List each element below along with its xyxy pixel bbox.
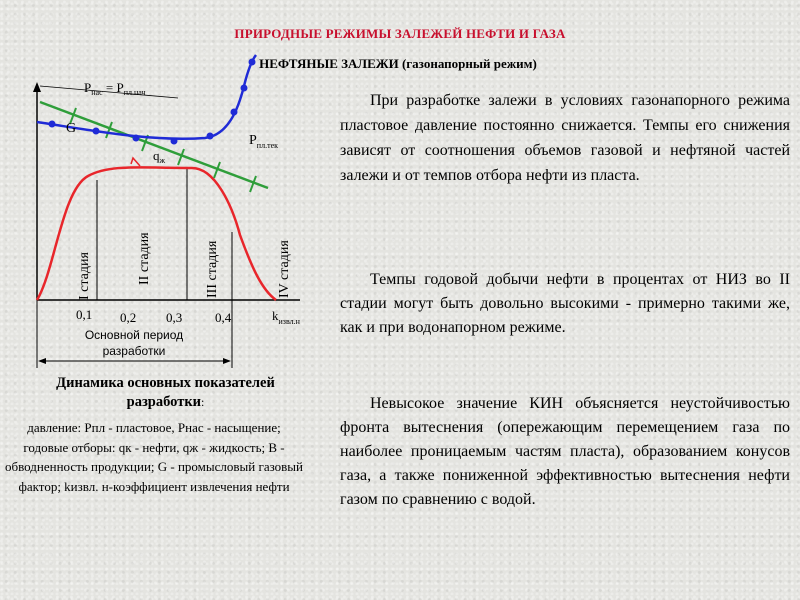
stage-2-label: II стадия bbox=[137, 232, 152, 285]
pnas-label: $Р_{нас} = Р_{пл.нач}$ bbox=[84, 80, 146, 97]
stage-4-label: IV стадия bbox=[277, 240, 292, 298]
x-tick-3: 0,3 bbox=[166, 310, 183, 325]
paragraph-3: Невысокое значение КИН объясняется неустойчивостью фронта вытеснения (опережающим перемещением газа по наиболее проницаемым частям пласта), образованием конусов газа, а также пониженной эффективностью вытеснения нефти газом по сравнению с водой. bbox=[340, 395, 790, 508]
caption-heading bbox=[28, 374, 303, 412]
x-tick-2: 0,2 bbox=[120, 310, 137, 325]
stage-1-label: I стадия bbox=[77, 252, 92, 300]
qzh-pointer bbox=[131, 158, 140, 166]
qzh-curve bbox=[37, 167, 276, 300]
subtitle-text: НЕФТЯНЫЕ ЗАЛЕЖИ (газонапорный режим) bbox=[259, 56, 537, 71]
period-arrow-left bbox=[38, 358, 46, 364]
period-label-line2: разработки bbox=[102, 344, 166, 358]
caption-body: давление: Рпл - пластовое, Рнас - насыщение; годовые отборы: qк - нефти, qж - жидкость; В - обводненность продукции; G - промысловый газовый фактор; kизвл. н-коэффициент извлечения нефти bbox=[5, 420, 303, 494]
g-label: G bbox=[66, 121, 77, 136]
paragraph-2: Темпы годовой добычи нефти в процентах от НИЗ во II стадии могут быть довольно высокими - примерно такими же, как и при водонапорном режиме. bbox=[340, 271, 790, 336]
stage-3-label: III стадия bbox=[205, 240, 220, 298]
x-tick-k: $k_{извл.н}$ bbox=[272, 308, 300, 326]
page-title: ПРИРОДНЫЕ РЕЖИМЫ ЗАЛЕЖЕЙ НЕФТИ И ГАЗА bbox=[234, 26, 566, 41]
period-arrow-right bbox=[223, 358, 231, 364]
paragraph-1: При разработке залежи в условиях газонапорного режима пластовое давление постоянно снижается. Темпы его снижения зависят от соотношения объемов газовой и нефтяной частей залежи и от темпов отбора нефти из пласта. bbox=[340, 92, 790, 184]
qzh-label: $q_ж$ bbox=[153, 148, 166, 165]
y-axis-arrow bbox=[33, 82, 41, 92]
period-label-line1: Основной период bbox=[84, 328, 184, 342]
g-line-ticks bbox=[70, 108, 256, 192]
pressure-points bbox=[49, 59, 256, 145]
x-tick-1: 0,1 bbox=[76, 307, 93, 322]
pltek-label: $Р_{пл.тек}$ bbox=[249, 133, 279, 150]
x-tick-4: 0,4 bbox=[215, 310, 232, 325]
caption-colon: : bbox=[201, 395, 205, 409]
caption-heading-text: Динамика основных показателей разработки bbox=[56, 375, 275, 410]
